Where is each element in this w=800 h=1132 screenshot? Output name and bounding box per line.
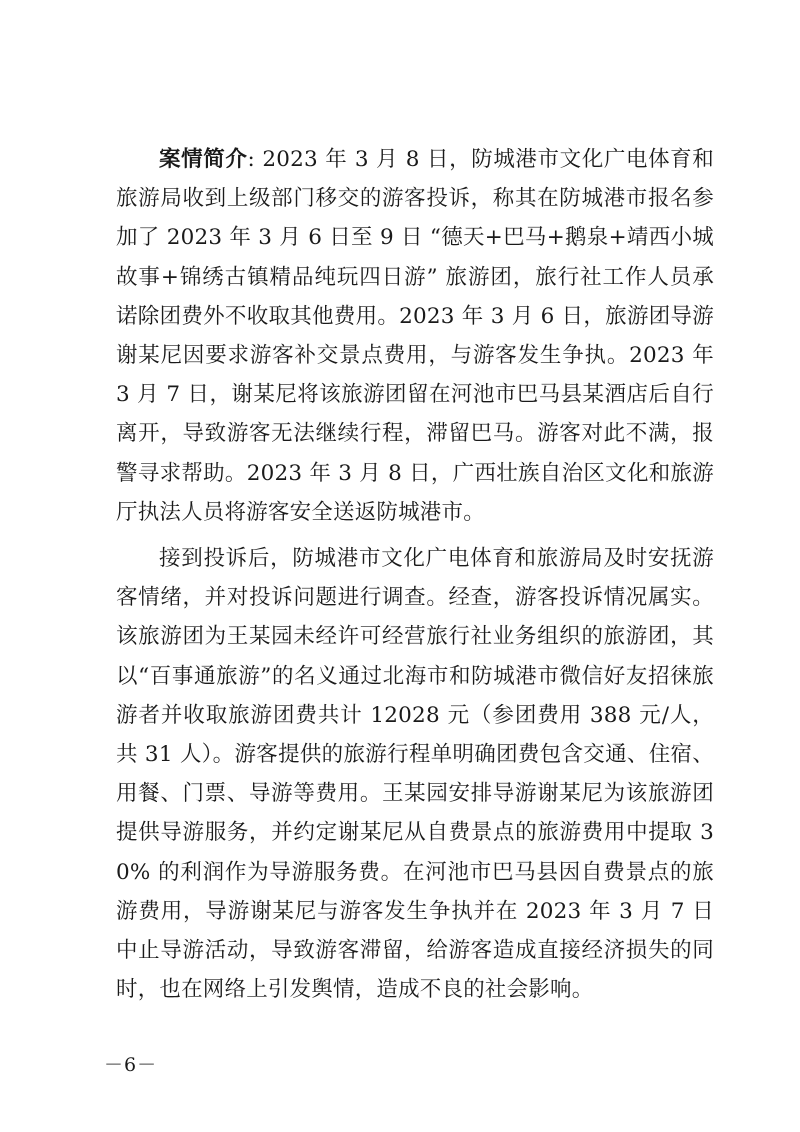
case-summary-paragraph	[116, 140, 714, 532]
page-number: －6－	[104, 1054, 158, 1076]
case-summary-text: : 2023 年 3 月 8 日，防城港市文化广电体育和旅游局收到上级部门移交的游客投诉，称其在防城港市报名参加了 2023 年 3 月 6 日至 9 日 “德天+巴马+鹅泉+靖西小城故事+锦绣古镇精品纯玩四日游” 旅游团，旅行社工作人员承诺除团费外不收取其他费用。2023 年 3 月 6 日，旅游团导游谢某尼因要求游客补交景点费用，与游客发生争执。2023 年 3 月 7 日，谢某尼将该旅游团留在河池市巴马县某酒店后自行离开，导致游客无法继续行程，滞留巴马。游客对此不满，报警寻求帮助。2023 年 3 月 8 日，广西壮族自治区文化和旅游厅执法人员将游客安全送返防城港市。	[116, 147, 714, 525]
document-body	[116, 140, 714, 1009]
investigation-paragraph: 接到投诉后，防城港市文化广电体育和旅游局及时安抚游客情绪，并对投诉问题进行调查。经查，游客投诉情况属实。该旅游团为王某园未经许可经营旅行社业务组织的旅游团，其以“百事通旅游”的名义通过北海市和防城港市微信好友招徕旅游者并收取旅游团费共计 12028 元（参团费用 388 元/人，共 31 人）。游客提供的旅游行程单明确团费包含交通、住宿、用餐、门票、导游等费用。王某园安排导游谢某尼为该旅游团提供导游服务，并约定谢某尼从自费景点的旅游费用中提取 30% 的利润作为导游服务费。在河池市巴马县因自费景点的旅游费用，导游谢某尼与游客发生争执并在 2023 年 3 月 7 日中止导游活动，导致游客滞留，给游客造成直接经济损失的同时，也在网络上引发舆情，造成不良的社会影响。	[116, 546, 714, 1003]
case-summary-heading: 案情简介	[159, 147, 248, 172]
